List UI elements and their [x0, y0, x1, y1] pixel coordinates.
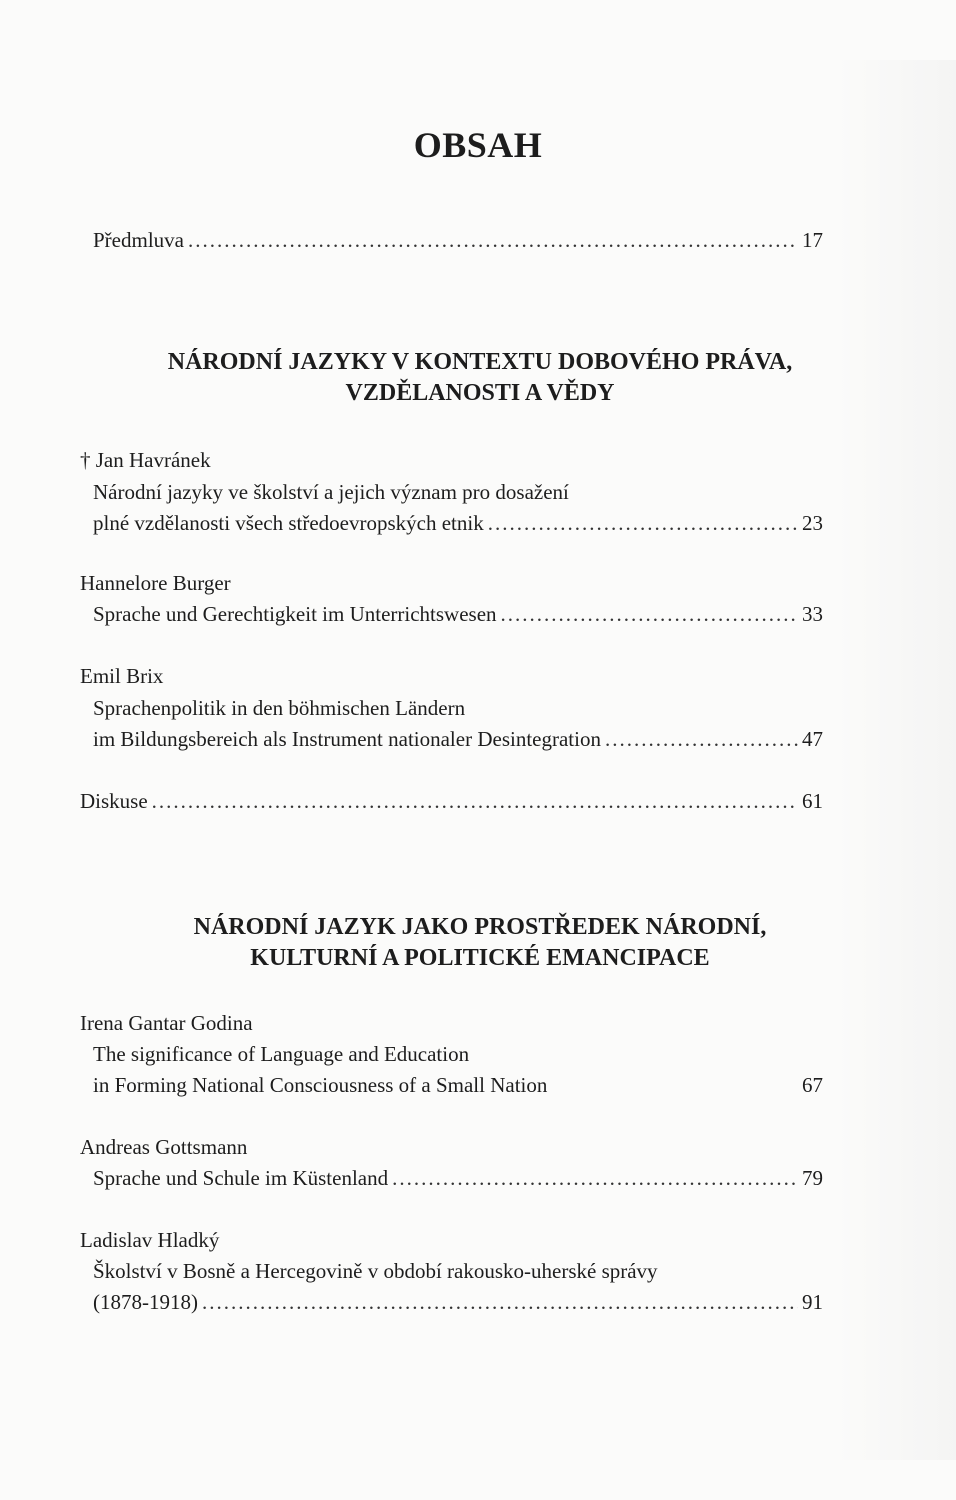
entry-title-line: in Forming National Consciousness of a Small Nation [93, 1073, 548, 1097]
section-heading-1 [80, 347, 880, 409]
leader-dots [488, 508, 798, 538]
toc-label: Předmluva [93, 228, 184, 252]
page-number: 47 [802, 727, 823, 751]
section-heading-2 [80, 912, 880, 974]
leader-dots [188, 225, 798, 255]
entry-title-line: Národní jazyky ve školství a jejich význam pro dosažení [93, 480, 569, 504]
entry-title-line: plné vzdělanosti všech středoevropských etnik [93, 511, 484, 535]
section-heading-line: NÁRODNÍ JAZYKY V KONTEXTU DOBOVÉHO PRÁVA, [167, 349, 793, 375]
entry-author: Andreas Gottsmann [80, 1135, 248, 1159]
section-heading-line: NÁRODNÍ JAZYK JAKO PROSTŘEDEK NÁRODNÍ, [193, 914, 767, 940]
entry-author: Irena Gantar Godina [80, 1011, 253, 1035]
entry-title-line: Sprache und Gerechtigkeit im Unterrichtswesen [93, 602, 497, 626]
entry-title-line: The significance of Language and Education [93, 1042, 470, 1066]
entry-title-line: Sprache und Schule im Küstenland [93, 1166, 389, 1190]
page-number: 91 [802, 1290, 823, 1314]
leader-dots [392, 1163, 798, 1193]
toc-row-havranek[interactable] [93, 508, 823, 538]
toc-row-preface[interactable] [93, 225, 823, 255]
section-heading-line: VZDĚLANOSTI A VĚDY [345, 380, 615, 406]
toc-row-burger[interactable] [93, 599, 823, 629]
toc-row-gantar-godina[interactable] [93, 1070, 823, 1100]
page-number: 33 [802, 602, 823, 626]
page-number: 67 [802, 1073, 823, 1097]
entry-title-line: Školství v Bosně a Hercegovině v období rakousko-uherské správy [93, 1259, 658, 1283]
page-number: 23 [802, 511, 823, 535]
entry-author: † Jan Havránek [80, 448, 211, 472]
toc-row-hladky[interactable] [93, 1287, 823, 1317]
leader-dots [605, 724, 798, 754]
toc-label: Diskuse [80, 789, 148, 813]
toc-row-gottsmann[interactable] [93, 1163, 823, 1193]
toc-row-diskuse[interactable] [80, 786, 823, 816]
entry-author: Ladislav Hladký [80, 1228, 220, 1252]
leader-dots [202, 1287, 798, 1317]
toc-row-brix[interactable] [93, 724, 823, 754]
leader-dots [152, 786, 798, 816]
page-number: 17 [802, 228, 823, 252]
page-number: 79 [802, 1166, 823, 1190]
page-title: OBSAH [413, 125, 543, 165]
entry-title-line: (1878-1918) [93, 1290, 198, 1314]
section-heading-line: KULTURNÍ A POLITICKÉ EMANCIPACE [250, 945, 710, 971]
leader-dots [501, 599, 798, 629]
show-through-shade [836, 60, 956, 1460]
entry-title-line: im Bildungsbereich als Instrument nationaler Desintegration [93, 727, 601, 751]
entry-title-line: Sprachenpolitik in den böhmischen Ländern [93, 696, 466, 720]
page-number: 61 [802, 789, 823, 813]
entry-author: Emil Brix [80, 664, 164, 688]
entry-author: Hannelore Burger [80, 571, 231, 595]
